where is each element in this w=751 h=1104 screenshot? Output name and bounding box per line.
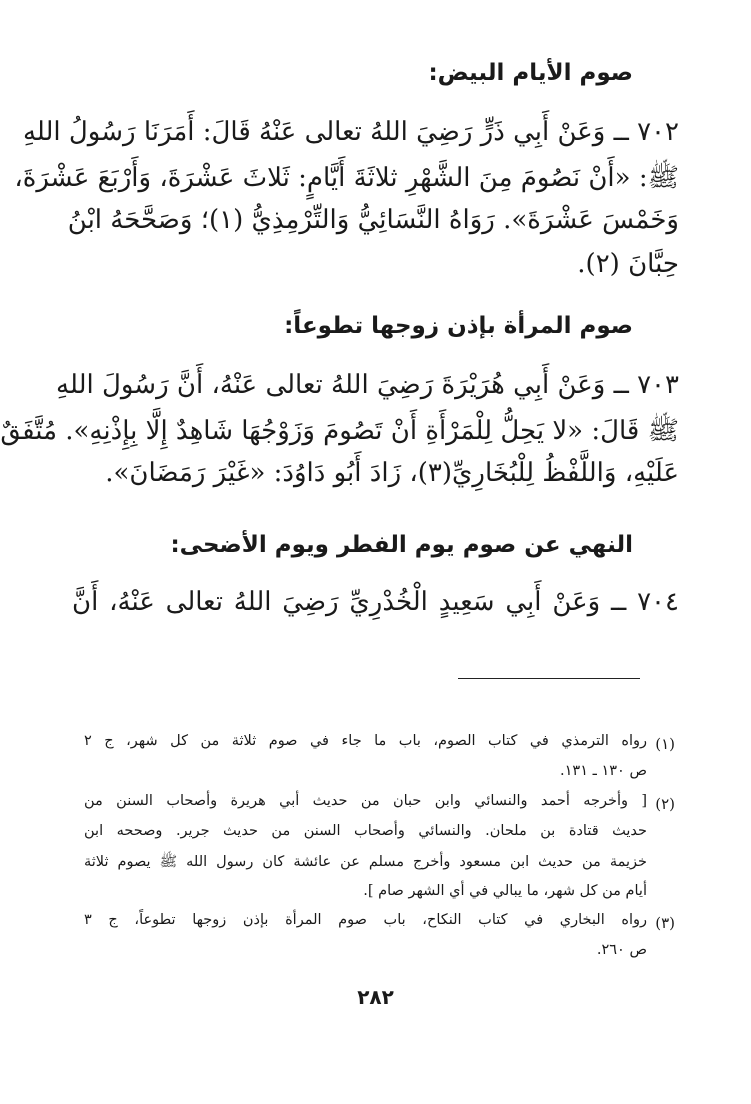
hadith-703-line-2: ﷺ قَالَ: «لا يَحِلُّ لِلْمَرْأَةِ أَنْ تَصُومَ وَزَوْجُهَا شَاهِدٌ إِلَّا بِإِذْنِهِ». مُتَّفَقٌ (0, 416, 679, 446)
footnote-2-number: (٢) (655, 795, 675, 813)
footnote-1-number: (١) (655, 735, 675, 753)
footnote-1-line-2: ص ١٣٠ ـ ١٣١. (560, 763, 647, 779)
section-heading-eid-fasting: النهي عن صوم يوم الفطر ويوم الأضحى: (170, 532, 633, 558)
footnote-2-line-4: أيام من كل شهر، ما يبالي في أي الشهر صام ]. (363, 883, 647, 899)
footnote-3-number: (٣) (655, 914, 675, 932)
hadith-704-line-1: ٧٠٤ ــ وَعَنْ أَبِي سَعِيدٍ الْخُدْرِيِّ رَضِيَ اللهُ تعالى عَنْهُ، أَنَّ (72, 587, 679, 617)
page-number: ٢٨٢ (357, 985, 394, 1009)
section-heading-white-days: صوم الأيام البيض: (428, 60, 633, 86)
section-heading-wife-fasting: صوم المرأة بإذن زوجها تطوعاً: (284, 313, 633, 339)
hadith-702-line-3: وَخَمْسَ عَشْرَةَ». رَوَاهُ النَّسَائِيُّ وَالتِّرْمِذِيُّ (١)؛ وَصَحَّحَهُ ابْنُ (67, 205, 679, 235)
footnote-2-line-1: [ وأخرجه أحمد والنسائي وابن حبان من حديث أبي هريرة وأصحاب السنن من (84, 793, 647, 809)
footnote-3-line-1: رواه البخاري في كتاب النكاح، باب صوم المرأة بإذن زوجها تطوعاً، ج ٣ (84, 912, 647, 928)
hadith-703-line-1: ٧٠٣ ــ وَعَنْ أَبِي هُرَيْرَةَ رَضِيَ اللهُ تعالى عَنْهُ، أَنَّ رَسُولَ اللهِ (56, 370, 679, 400)
footnote-3-line-2: ص ٢٦٠. (596, 942, 647, 958)
footnote-1-line-1: رواه الترمذي في كتاب الصوم، باب ما جاء في صوم ثلاثة من كل شهر، ج ٢ (84, 733, 647, 749)
footnote-2-line-2: حديث قتادة بن ملحان. والنسائي وأصحاب السنن من حديث جرير. وصححه ابن (84, 823, 647, 839)
hadith-702-line-1: ٧٠٢ ــ وَعَنْ أَبِي ذَرٍّ رَضِيَ اللهُ تعالى عَنْهُ قَالَ: أَمَرَنَا رَسُولُ اللهِ (22, 117, 679, 147)
footnote-separator (458, 678, 640, 679)
footnote-2-line-3: خزيمة من حديث ابن مسعود وأخرج مسلم عن عائشة كان رسول الله ﷺ يصوم ثلاثة (84, 854, 647, 870)
hadith-702-line-2: ﷺ: «أَنْ نَصُومَ مِنَ الشَّهْرِ ثلاثَةَ أَيَّامٍ: ثَلاثَ عَشْرَةَ، وَأَرْبَعَ عَشْرَةَ، (14, 163, 679, 193)
hadith-703-line-3: عَلَيْهِ، وَاللَّفْظُ لِلْبُخَارِيِّ(٣)، زَادَ أَبُو دَاوُدَ: «غَيْرَ رَمَضَانَ». (105, 458, 679, 488)
hadith-702-line-4: حِبَّانَ (٢). (577, 249, 679, 279)
